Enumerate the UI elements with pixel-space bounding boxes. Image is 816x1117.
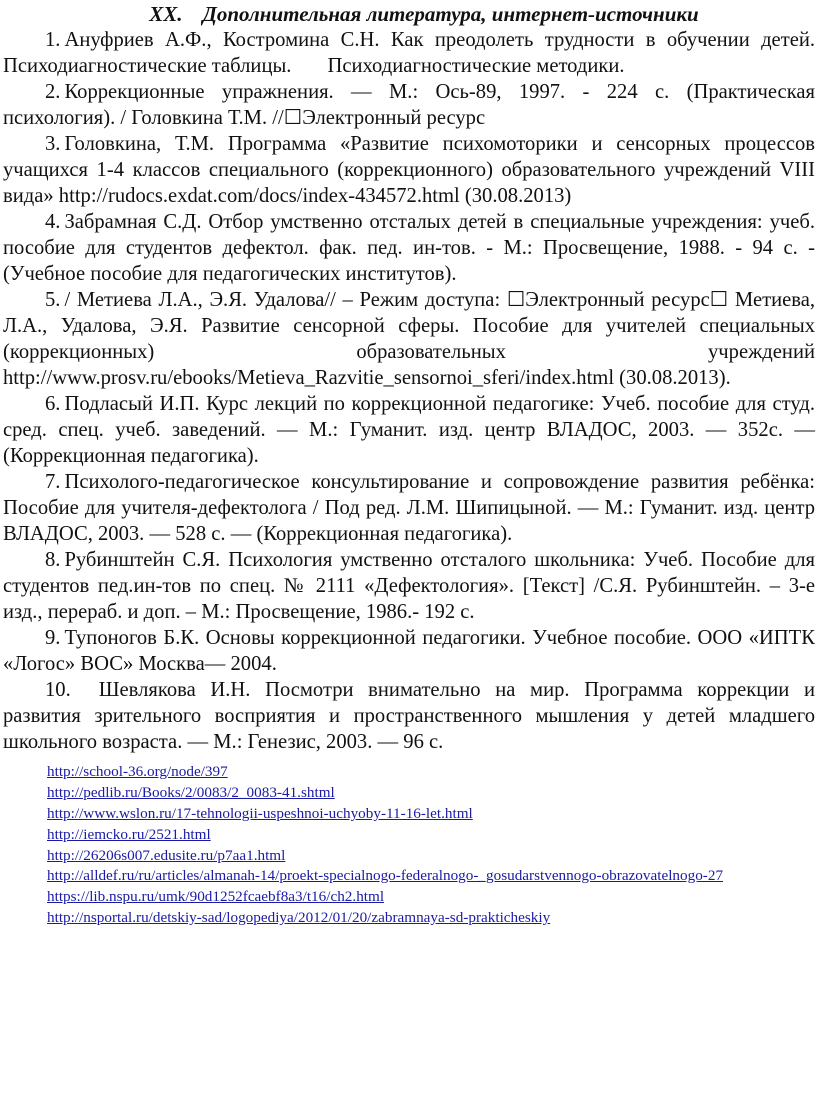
reference-number: 7.: [45, 471, 61, 493]
internet-links: [3, 761, 815, 928]
reference-text: Психолого-педагогическое консультирование и сопровождение развития ребёнка: Пособие для учителя-дефектолога / Под ред. Л.М. Шипицыной. — М.: Гуманит. изд. центр ВЛАДОС, 2003. — 528 с. — (Коррекционная педагогика).: [3, 471, 815, 545]
reference-number: 3.: [45, 133, 61, 155]
reference-item: [3, 27, 815, 79]
reference-text: / Метиева Л.А., Э.Я. Удалова// – Режим доступа: ☐Электронный ресурс☐ Метиева, Л.А., Удалова, Э.Я. Развитие сенсорной сферы. Пособие для учителей специальных (коррекционных) образовательных учреждений http://www.prosv.ru/ebooks/Metieva_Razvitie_sensornoi_sferi/index.html (30.08.2013).: [3, 289, 815, 389]
reference-list: [3, 27, 815, 755]
reference-number: 9.: [45, 627, 61, 649]
section-title: Дополнительная литература, интернет-источники: [202, 2, 699, 26]
reference-text: Рубинштейн С.Я. Психология умственно отсталого школьника: Учеб. Пособие для студентов пед.ин-тов по спец. № 2111 «Дефектология». [Текст] /С.Я. Рубинштейн. – 3-е изд., перераб. и доп. – М.: Просвещение, 1986.- 192 с.: [3, 549, 815, 623]
reference-text: Коррекционные упражнения. — М.: Ось-89, 1997. - 224 с. (Практическая психология). / Головкина Т.М. //☐Электронный ресурс: [3, 81, 815, 129]
reference-text: Подласый И.П. Курс лекций по коррекционной педагогике: Учеб. пособие для студ. сред. спец. учеб. заведений. — М.: Гуманит. изд. центр ВЛАДОС, 2003. — 352с. — (Коррекционная педагогика).: [3, 393, 815, 467]
reference-number: 4.: [45, 211, 61, 233]
resource-link[interactable]: http://www.wslon.ru/17-tehnologii-uspeshnoi-uchyoby-11-16-let.html: [47, 805, 473, 822]
resource-link[interactable]: http://26206s007.edusite.ru/p7aa1.html: [47, 847, 286, 864]
resource-link[interactable]: https://lib.nspu.ru/umk/90d1252fcaebf8a3/t16/ch2.html: [47, 888, 385, 905]
reference-number: 2.: [45, 81, 61, 103]
reference-item: [3, 209, 815, 287]
reference-item: [3, 79, 815, 131]
reference-text: Тупоногов Б.К. Основы коррекционной педагогики. Учебное пособие. ООО «ИПТК «Логос» ВОС» Москва— 2004.: [3, 627, 815, 675]
resource-link[interactable]: http://school-36.org/node/397: [47, 763, 228, 780]
reference-text: Забрамная С.Д. Отбор умственно отсталых детей в специальные учреждения: учеб. пособие для студентов дефектол. фак. пед. ин-тов. - М.: Просвещение, 1988. - 94 с. - (Учебное пособие для педагогических институтов).: [3, 211, 815, 285]
reference-number: 1.: [45, 29, 61, 51]
resource-link[interactable]: http://nsportal.ru/detskiy-sad/logopediya/2012/01/20/zabramnaya-sd-prakticheskiy: [47, 909, 551, 926]
section-heading: [3, 0, 815, 27]
resource-link[interactable]: http://pedlib.ru/Books/2/0083/2_0083-41.shtml: [47, 784, 335, 801]
resource-link[interactable]: http://iemcko.ru/2521.html: [47, 826, 211, 843]
reference-item: [3, 287, 815, 391]
document-page: [3, 0, 815, 928]
reference-number: 6.: [45, 393, 61, 415]
reference-number: 8.: [45, 549, 61, 571]
reference-number: 10.: [45, 679, 71, 701]
reference-item: [3, 547, 815, 625]
reference-item: [3, 677, 815, 755]
reference-item: [3, 469, 815, 547]
reference-item: [3, 391, 815, 469]
resource-link[interactable]: http://alldef.ru/ru/articles/almanah-14/proekt-specialnogo-federalnogo-_gosudarstvennogo-obrazovatelnogo-27: [47, 867, 724, 884]
reference-text: Шевлякова И.Н. Посмотри внимательно на мир. Программа коррекции и развития зрительного восприятия и пространственного мышления у детей младшего школьного возраста. — М.: Генезис, 2003. — 96 с.: [3, 679, 815, 753]
reference-text: Головкина, Т.М. Программа «Развитие психомоторики и сенсорных процессов учащихся 1-4 классов специального (коррекционного) образовательного учреждений VIII вида» http://rudocs.exdat.com/docs/index-434572.html (30.08.2013): [3, 133, 815, 207]
reference-item: [3, 625, 815, 677]
reference-number: 5.: [45, 289, 61, 311]
reference-text: Ануфриев А.Ф., Костромина С.Н. Как преодолеть трудности в обучении детей. Психодиагностические таблицы. Психодиагностические методики.: [3, 29, 815, 77]
reference-item: [3, 131, 815, 209]
section-number: XX.: [149, 2, 183, 26]
